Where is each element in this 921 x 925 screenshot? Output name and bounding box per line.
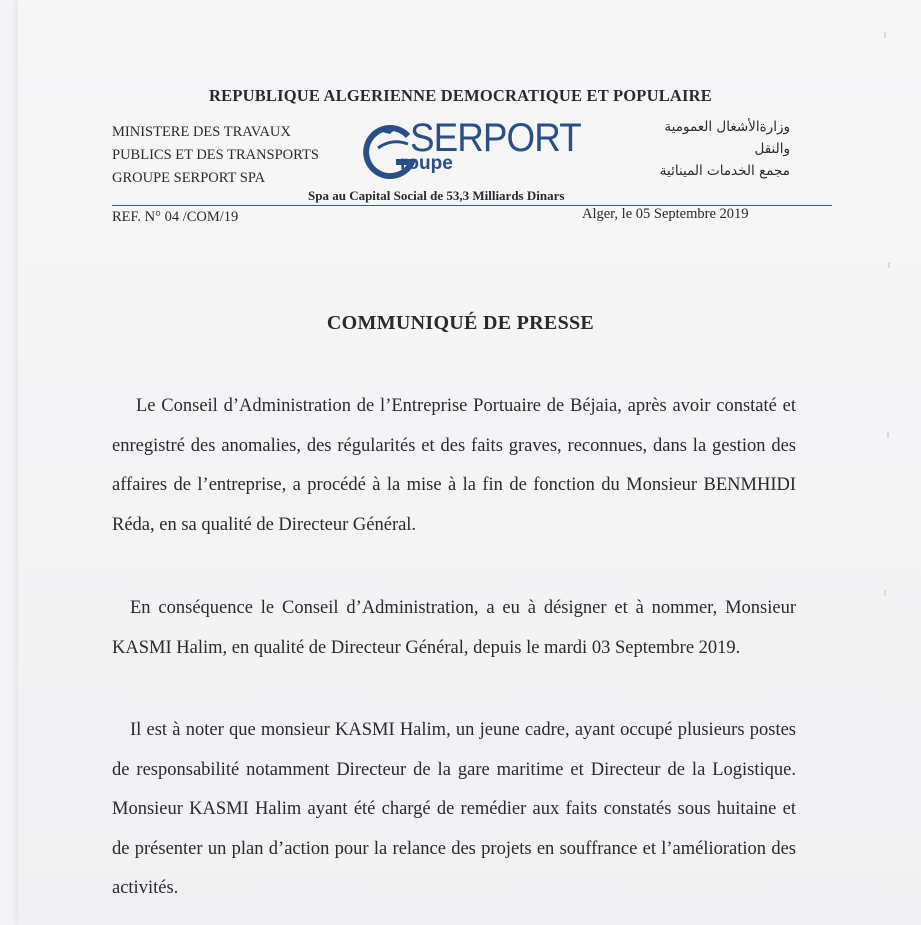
arabic-line: والنقل (754, 141, 790, 157)
arabic-block (590, 116, 790, 182)
republic-heading: REPUBLIQUE ALGERIENNE DEMOCRATIQUE ET POPULAIRE (209, 86, 712, 105)
reference-number: REF. N° 04 /COM/19 (112, 209, 239, 225)
paragraph: Le Conseil d’Administration de l’Entreprise Portuaire de Béjaia, après avoir constaté et enregistré des anomalies, des régularités et des faits graves, reconnues, dans la gestion des affaires de l’entreprise, a procédé à la mise à la fin de fonction du Monsieur BENMHIDI Réda, en sa qualité de Directeur Général. (112, 396, 796, 535)
ministry-line: PUBLICS ET DES TRANSPORTS (112, 147, 319, 163)
paper-speck (884, 32, 886, 38)
paper-speck (888, 262, 890, 268)
capital-line: Spa au Capital Social de 53,3 Milliards Dinars (308, 188, 565, 203)
ministry-line: MINISTERE DES TRAVAUX (112, 124, 291, 140)
paper-speck (884, 590, 886, 596)
page-title: COMMUNIQUÉ DE PRESSE (326, 312, 595, 334)
paragraph: En conséquence le Conseil d’Administration, a eu à désigner et à nommer, Monsieur KASMI Halim, en qualité de Directeur Général, depuis le mardi 03 Septembre 2019. (112, 598, 796, 658)
logo-wordmark: SERPORT (410, 116, 581, 160)
ministry-line: GROUPE SERPORT SPA (112, 170, 266, 186)
arabic-line: وزارةالأشغال العمومية (664, 119, 790, 135)
serport-logo (360, 118, 590, 186)
ministry-block (112, 121, 319, 190)
paper-speck (887, 432, 889, 438)
date-line: Alger, le 05 Septembre 2019 (582, 206, 749, 222)
arabic-line: مجمع الخدمات المينائية (659, 163, 790, 179)
logo-subtitle: roupe (400, 153, 453, 174)
paragraph: Il est à noter que monsieur KASMI Halim, un jeune cadre, ayant occupé plusieurs postes de responsabilité notamment Directeur de la gare maritime et Directeur de la Logistique. Monsieur KASMI Halim ayant été chargé de remédier aux faits constatés sous huitaine et de présenter un plan d’action pour la relance des projets en souffrance et l’amélioration des activités. (112, 720, 796, 898)
